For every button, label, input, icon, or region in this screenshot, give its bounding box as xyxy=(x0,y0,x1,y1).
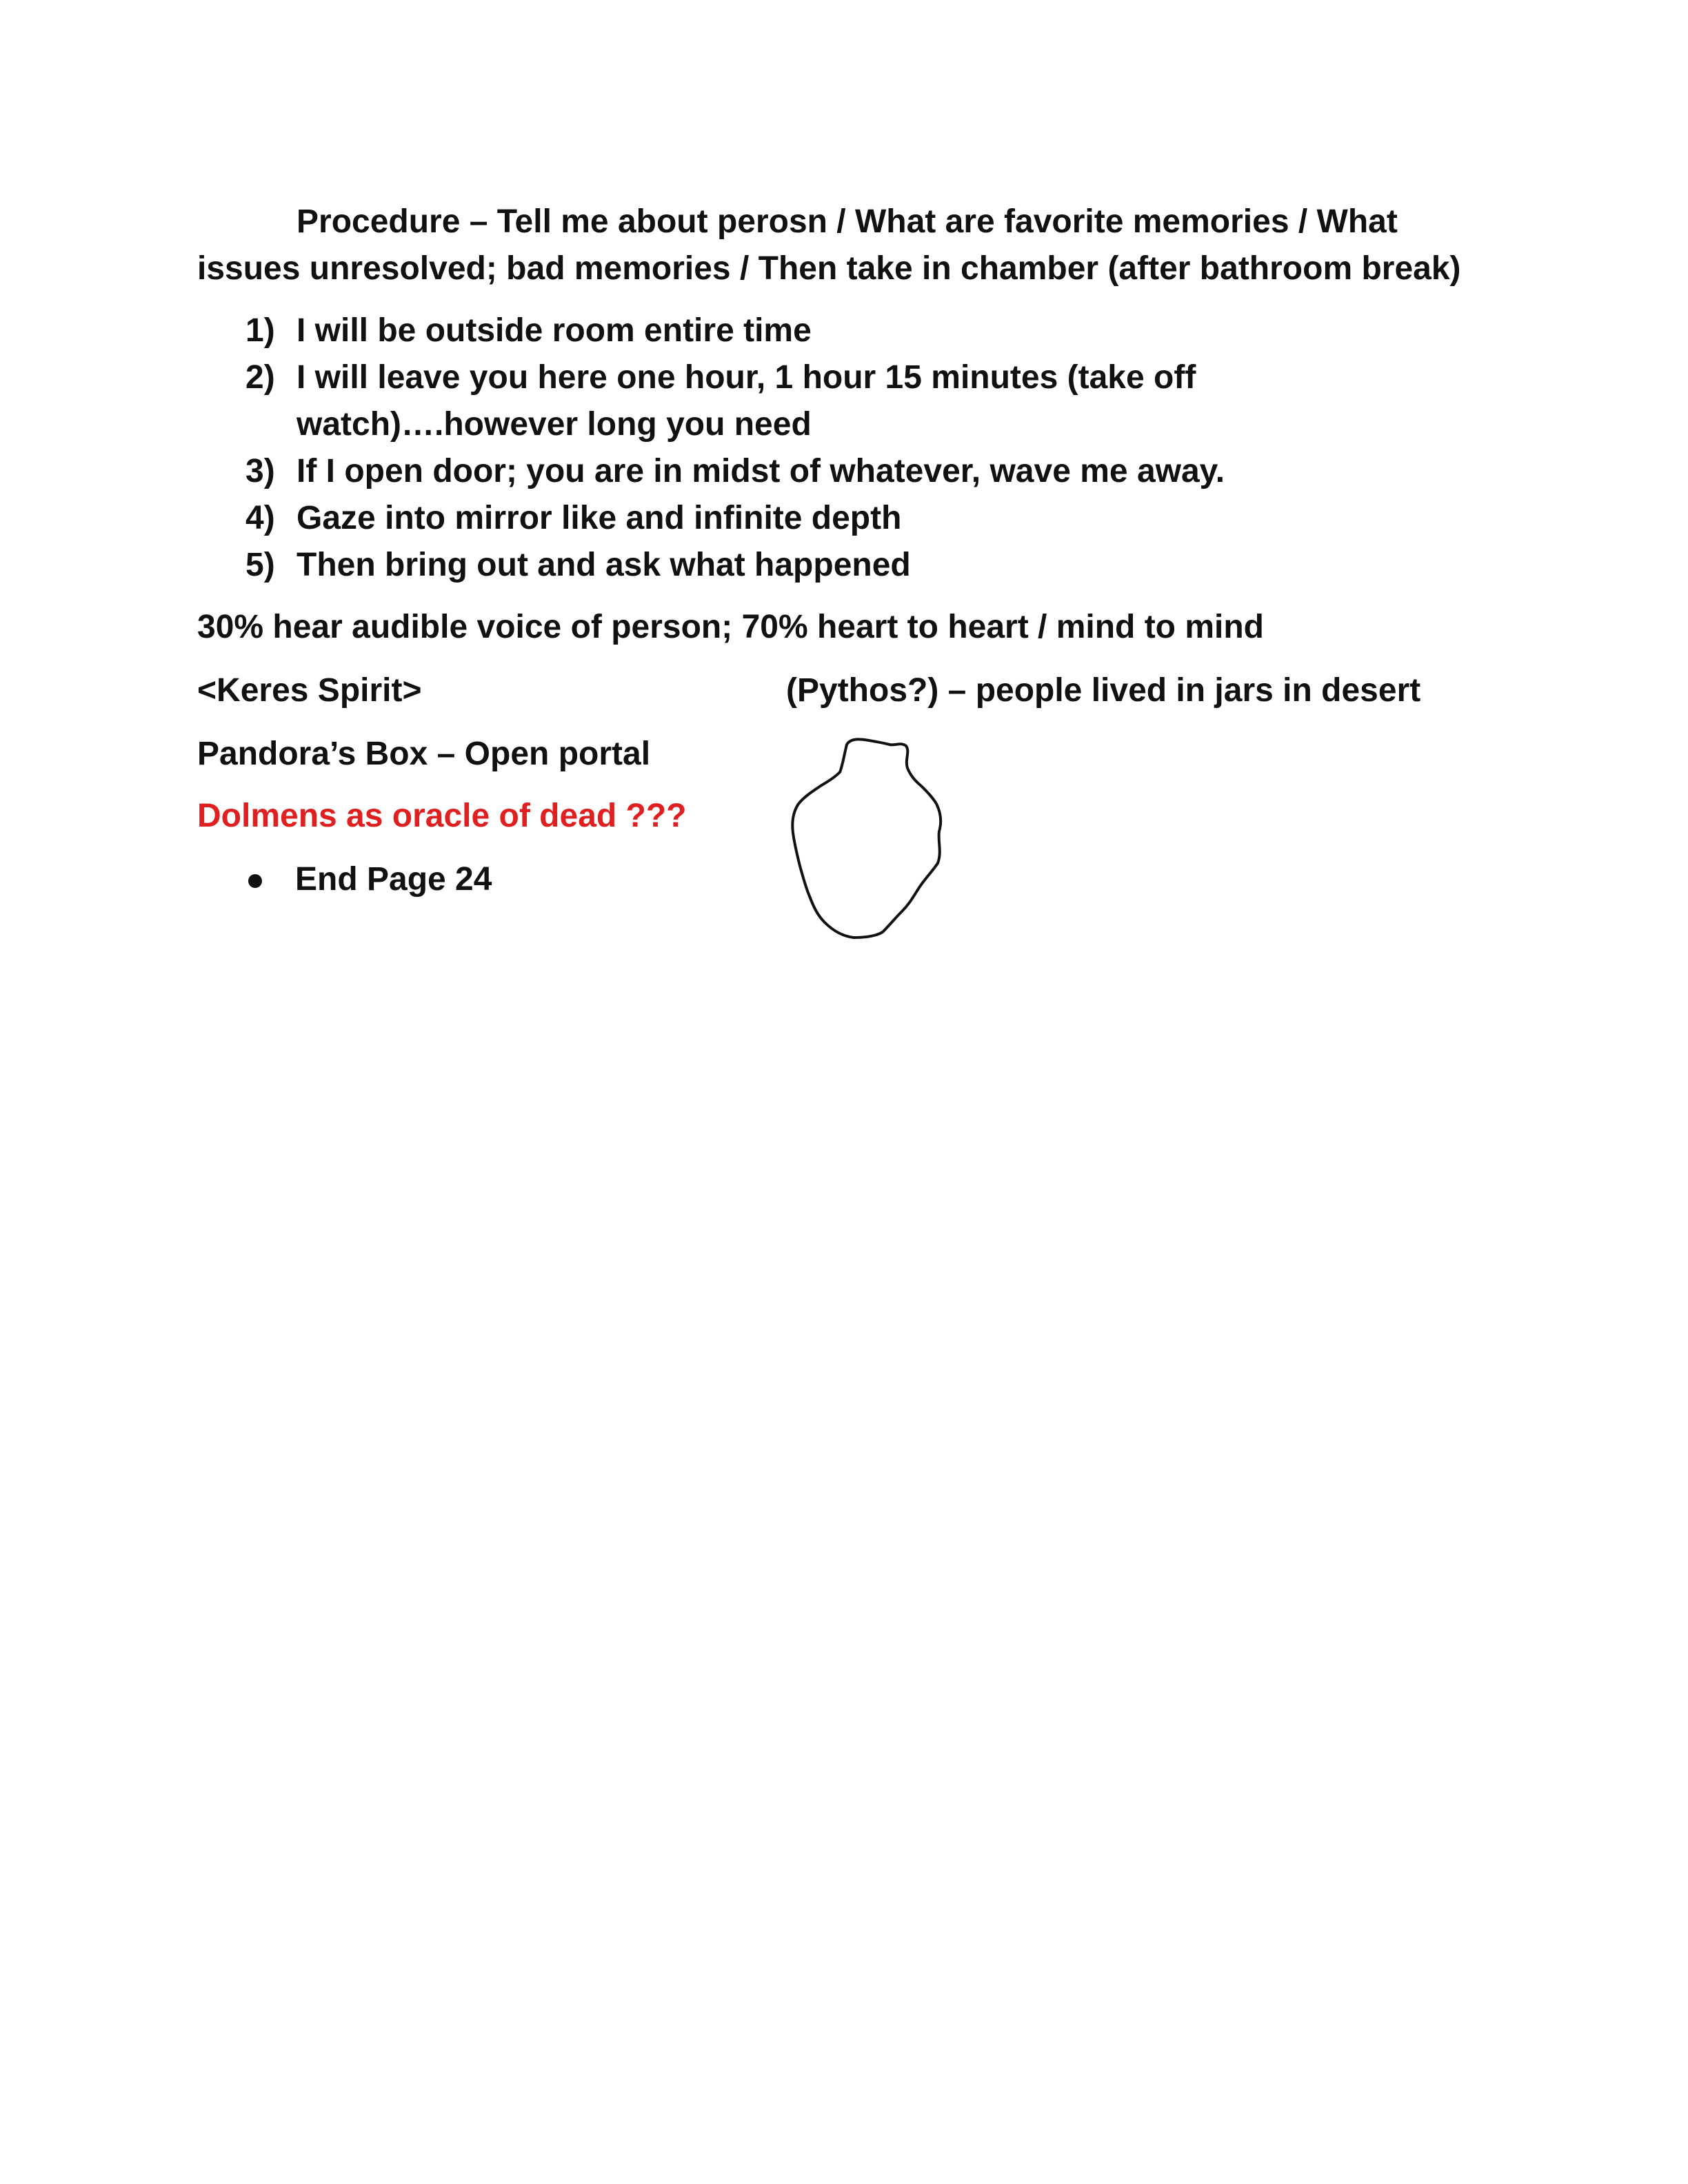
intro-line-1: Procedure – Tell me about perosn / What are favorite memories / What xyxy=(297,203,1398,240)
step-number: 3) xyxy=(245,453,275,489)
step-text: I will be outside room entire time xyxy=(297,312,812,349)
step-number: 5) xyxy=(245,547,275,583)
step-number: 2) xyxy=(245,359,275,396)
keres-spirit-note: <Keres Spirit> xyxy=(197,672,422,709)
pythos-note: (Pythos?) – people lived in jars in desert xyxy=(786,672,1421,709)
intro-line-2: issues unresolved; bad memories / Then take in chamber (after bathroom break) xyxy=(197,250,1461,287)
jar-sketch-icon xyxy=(779,731,972,955)
step-text: Then bring out and ask what happened xyxy=(297,547,911,583)
bullet-icon xyxy=(248,874,262,888)
pandora-note: Pandora’s Box – Open portal xyxy=(197,736,651,772)
step-text: I will leave you here one hour, 1 hour 15 minutes (take off xyxy=(297,359,1196,396)
step-item xyxy=(197,495,1225,542)
end-page-note: End Page 24 xyxy=(295,861,492,898)
step-item xyxy=(197,307,1225,354)
step-number: 4) xyxy=(245,500,275,536)
step-item xyxy=(197,354,1225,448)
procedure-steps xyxy=(197,307,1225,589)
step-text: Gaze into mirror like and infinite depth xyxy=(297,500,902,536)
step-number: 1) xyxy=(245,312,275,349)
procedure-intro xyxy=(197,199,1507,292)
step-text: If I open door; you are in midst of whatever, wave me away. xyxy=(297,453,1225,489)
dolmens-note: Dolmens as oracle of dead ??? xyxy=(197,798,687,834)
step-item xyxy=(197,542,1225,589)
stats-line: 30% hear audible voice of person; 70% heart to heart / mind to mind xyxy=(197,609,1264,645)
step-text-continued: watch)….however long you need xyxy=(297,406,812,443)
step-item xyxy=(197,448,1225,495)
